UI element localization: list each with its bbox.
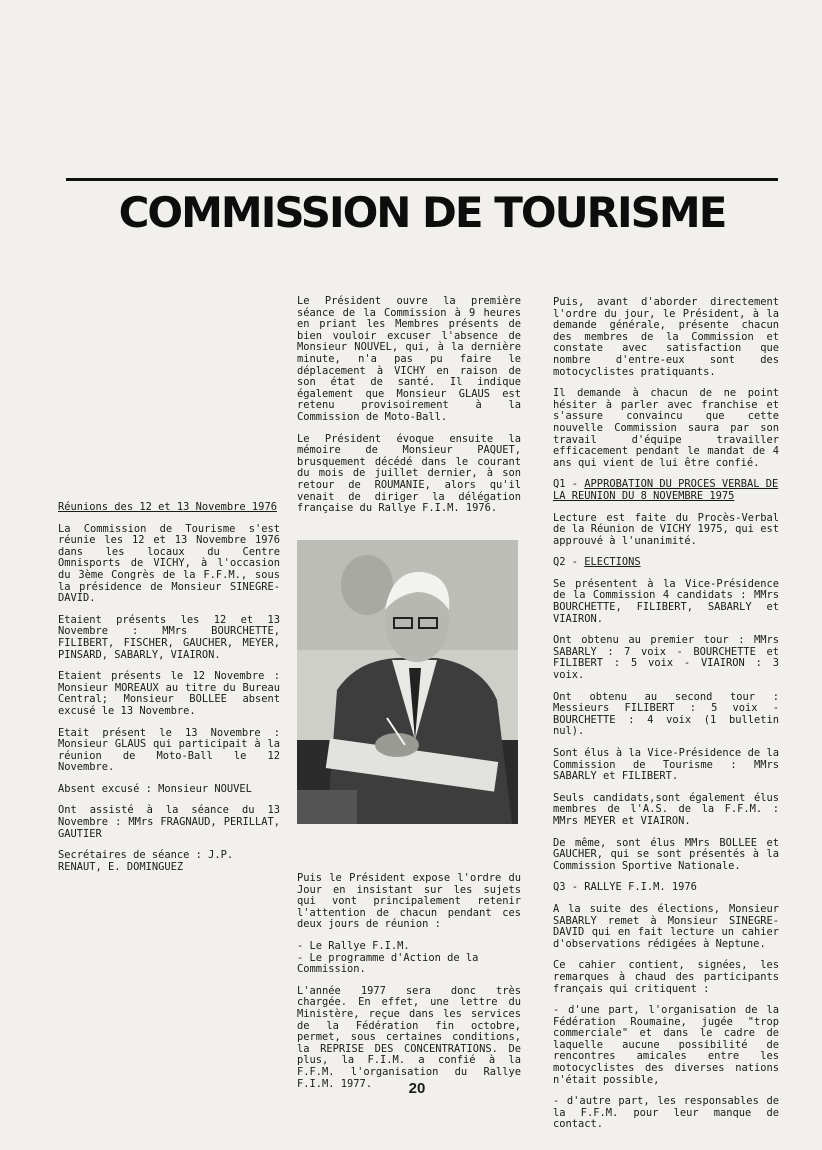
title-rule xyxy=(66,178,778,181)
list-item: - Le Rallye F.I.M. xyxy=(297,939,410,952)
paragraph: Etaient présents le 12 Novembre : Monsieur MOREAUX au titre du Bureau Central; Monsieur BOLLEE absent excusé le 13 Novembre. xyxy=(58,670,280,717)
question-title: ELECTIONS xyxy=(584,556,641,569)
paragraph: - d'une part, l'organisation de la Fédération Roumaine, jugée "trop commerciale" et dans le cadre de laquelle aucune possibilité de rencontres amicales entre les motocyclistes des diverses nations n'était possible, xyxy=(553,1004,779,1086)
paragraph: Etaient présents les 12 et 13 Novembre : MMrs BOURCHETTE, FILIBERT, FISCHER, GAUCHER, MEYER, PINSARD, SABARLY, VIAIRON. xyxy=(58,613,280,661)
paragraph: Se présentent à la Vice-Présidence de la Commission 4 candidats : MMrs BOURCHETTE, FILIBERT, SABARLY et VIAIRON. xyxy=(553,577,779,625)
paragraph: Ont obtenu au second tour : Messieurs FILIBERT : 5 voix - BOURCHETTE : 4 voix (1 bulletin nul). xyxy=(553,690,779,738)
paragraph: Le Président évoque ensuite la mémoire de Monsieur PAQUET, brusquement décédé dans le courant du mois de juillet dernier, à son retour de ROUMANIE, alors qu'il venait de diriger la délégation française du Rallye F.I.M. 1976. xyxy=(297,432,521,515)
paragraph: Le Président ouvre la première séance de la Commission à 9 heures en priant les Membres présents de bien vouloir excuser l'absence de Monsieur NOUVEL, qui, à la dernière minute, n'a pas pu faire le déplacement à VICHY en raison de son état de santé. Il indique également que Monsieur GLAUS est retenu provisoirement à la Commission de Moto-Ball. xyxy=(297,295,521,423)
question-heading-q1 xyxy=(553,479,779,502)
question-number: Q1 - xyxy=(553,478,579,491)
paragraph: Ont obtenu au premier tour : MMrs SABARLY : 7 voix - BOURCHETTE et FILIBERT : 5 voix - VIAIRON : 3 voix. xyxy=(553,634,779,682)
section-heading: Réunions des 12 et 13 Novembre 1976 xyxy=(58,501,277,513)
paragraph: Sont élus à la Vice-Présidence de la Commission de Tourisme : MMrs SABARLY et FILIBERT. xyxy=(553,747,779,783)
right-column xyxy=(553,297,779,1141)
question-number: Q2 - xyxy=(553,556,579,569)
paragraph: A la suite des élections, Monsieur SABARLY remet à Monsieur SINEGRE-DAVID qui en fait lecture un cahier d'observations rédigées à Neptune. xyxy=(553,902,779,950)
paragraph: Lecture est faite du Procès-Verbal de la Réunion de VICHY 1975, qui est approuvé à l'unanimité. xyxy=(553,511,779,547)
paragraph: Seuls candidats,sont également élus membres de l'A.S. de la F.F.M. : MMrs MEYER et VIAIRON. xyxy=(553,791,779,827)
paragraph: La Commission de Tourisme s'est réunie les 12 et 13 Novembre 1976 dans les locaux du Centre Omnisports de VICHY, à l'occasion du 3ème Congrès de la F.F.M., sous la présidence de Monsieur SINEGRE-DAVID. xyxy=(58,522,280,605)
left-column xyxy=(58,502,280,883)
paragraph: - d'autre part, les responsables de la F.F.M. pour leur manque de contact. xyxy=(553,1095,779,1131)
paragraph: Ce cahier contient, signées, les remarques à chaud des participants français qui critiquent : xyxy=(553,959,779,995)
agenda-list xyxy=(297,941,521,976)
paragraph: L'année 1977 sera donc très chargée. En effet, une lettre du Ministère, reçue dans les services de la Fédération fin octobre, permet, sous certaines conditions, la REPRISE DES CONCENTRATIONS. De plus, la F.I.M. a confié à la F.F.M. l'organisation du Rallye F.I.M. 1977. xyxy=(297,984,521,1090)
page-number: 20 xyxy=(408,1080,426,1097)
paragraph: Il demande à chacun de ne point hésiter à parler avec franchise et s'assure convaincu que cette nouvelle Commission saura par son travail d'équipe travailler efficacement pendant le mandat de 4 ans qui vient de lui être confié. xyxy=(553,387,779,469)
paragraph: Puis, avant d'aborder directement l'ordre du jour, le Président, à la demande générale, présente chacun des membres de la Commission et constate avec satisfaction que nombre d'entre-eux sont des motocyclistes pratiquants. xyxy=(553,296,779,378)
page-title: COMMISSION DE TOURISME xyxy=(118,188,726,237)
question-heading-q2 xyxy=(553,557,779,569)
paragraph: Etait présent le 13 Novembre : Monsieur GLAUS qui participait à la réunion de Moto-Ball le 12 Novembre. xyxy=(58,726,280,774)
paragraph: Absent excusé : Monsieur NOUVEL xyxy=(58,782,252,795)
paragraph: Ont assisté à la séance du 13 Novembre : MMrs FRAGNAUD, PERILLAT, GAUTIER xyxy=(58,804,280,840)
list-item: - Le programme d'Action de la Commission. xyxy=(297,951,479,976)
middle-column-top xyxy=(297,296,521,525)
middle-column-bottom xyxy=(297,873,521,1100)
question-title: APPROBATION DU PROCES VERBAL DE LA REUNION DU 8 NOVEMBRE 1975 xyxy=(553,478,779,502)
question-heading-q3: Q3 - RALLYE F.I.M. 1976 xyxy=(553,881,697,894)
paragraph: Secrétaires de séance : J.P. RENAUT, E. DOMINGUEZ xyxy=(58,849,234,873)
photo-president-signing xyxy=(297,540,518,824)
paragraph: Puis le Président expose l'ordre du Jour en insistant sur les sujets qui vont principalement retenir l'attention de chacun pendant ces deux jours de réunion : xyxy=(297,872,521,931)
paragraph: De même, sont élus MMrs BOLLEE et GAUCHER, qui se sont présentés à la Commission Sportive Nationale. xyxy=(553,836,779,872)
